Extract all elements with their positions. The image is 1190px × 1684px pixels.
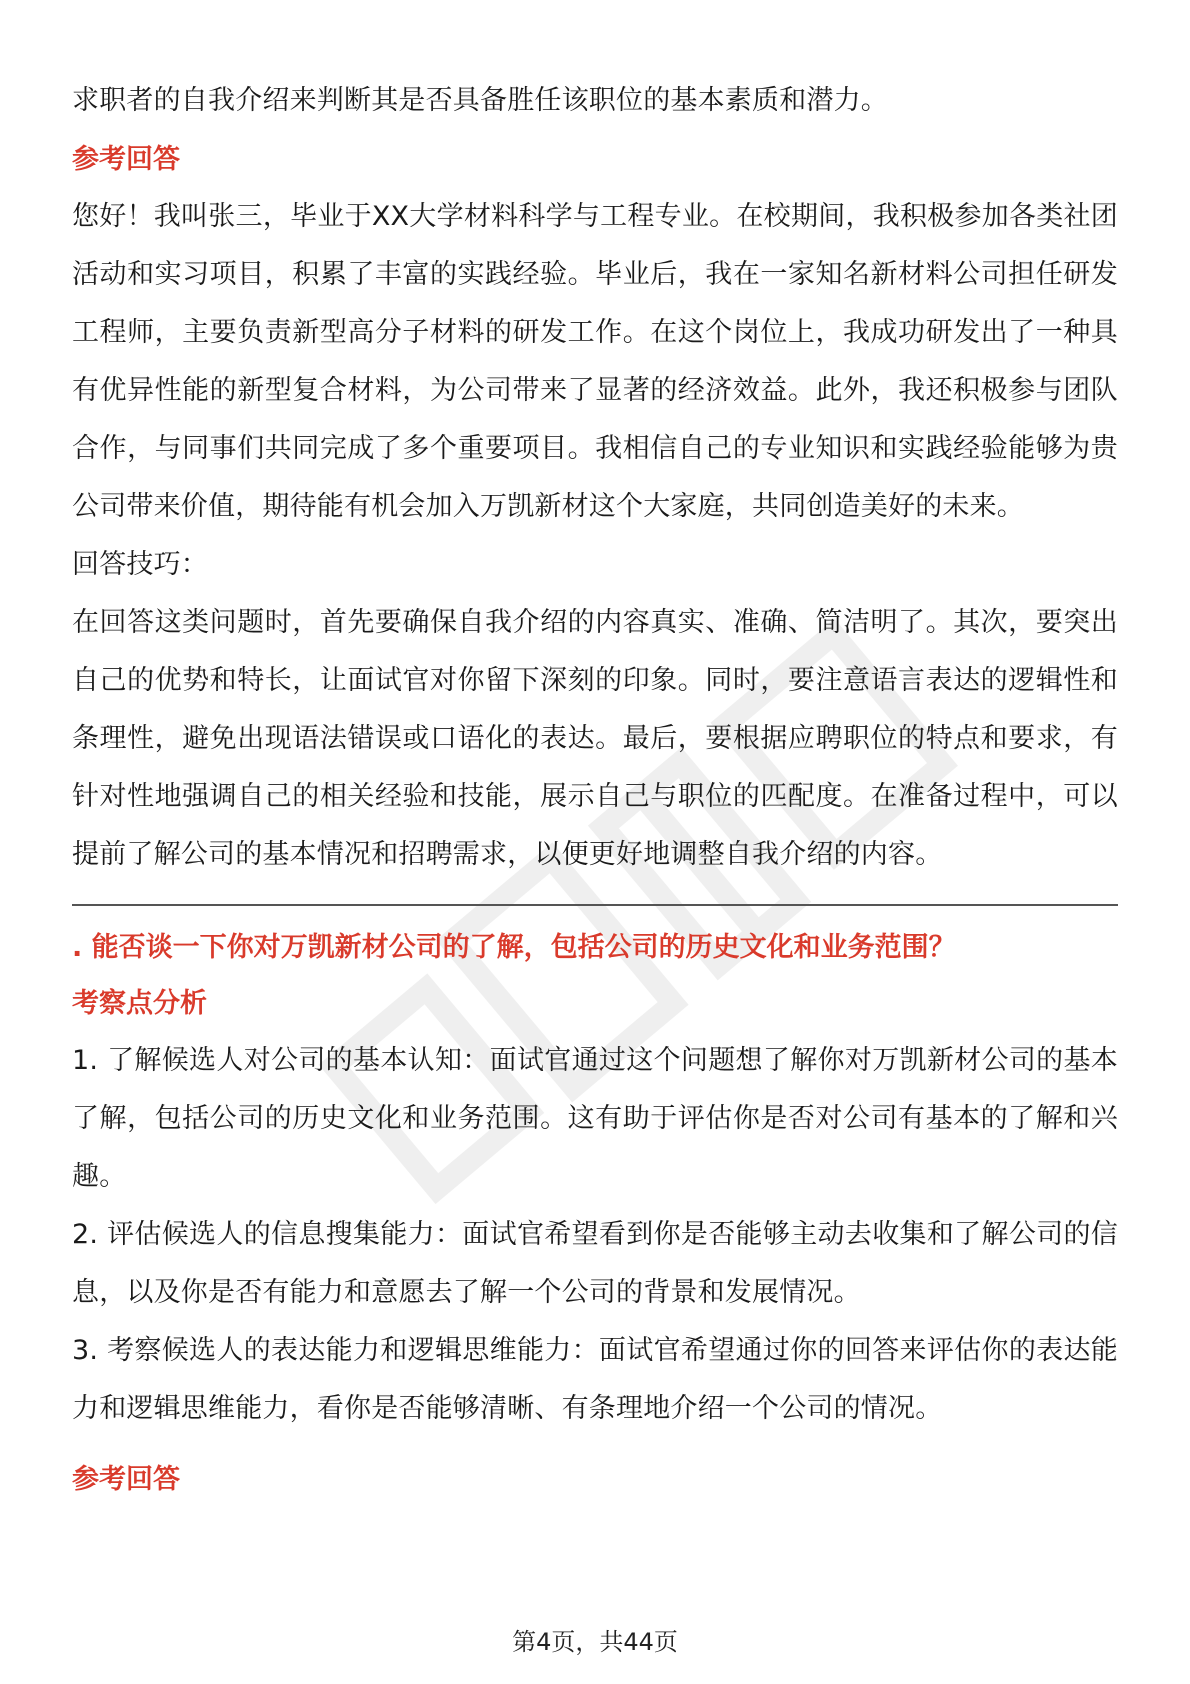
tips-label: 回答技巧： [72, 549, 208, 580]
tips-text: 在回答这类问题时，首先要确保自我介绍的内容真实、准确、简洁明了。其次，要突出自己的优势和特长，让面试官对你留下深刻的印象。同时，要注意语言表达的逻辑性和条理性，避免出现语法错误或口语化的表达。最后，要根据应聘职位的特点和要求，有针对性地强调自己的相关经验和技能，展示自己与职位的匹配度。在准备过程中，可以提前了解公司的基本情况和招聘需求，以便更好地调整自我介绍的内容。 [72, 607, 1118, 870]
intro-tail-text: 求职者的自我介绍来判断其是否具备胜任该职位的基本素质和潜力。 [72, 85, 888, 116]
reference-answer-heading: 参考回答 [72, 144, 180, 175]
analysis-point-3: 3. 考察候选人的表达能力和逻辑思维能力：面试官希望通过你的回答来评估你的表达能力和逻辑思维能力，看你是否能够清晰、有条理地介绍一个公司的情况。 [72, 1335, 1118, 1424]
section-divider [72, 904, 1118, 906]
reference-answer-heading-2: 参考回答 [72, 1464, 180, 1495]
analysis-point-1: 1. 了解候选人对公司的基本认知：面试官通过这个问题想了解你对万凯新材公司的基本了解，包括公司的历史文化和业务范围。这有助于评估你是否对公司有基本的了解和兴趣。 [72, 1045, 1118, 1192]
page-number-footer: 第4页，共44页 [512, 1628, 678, 1656]
document-page [72, 72, 1118, 1508]
question-title: . 能否谈一下你对万凯新材公司的了解，包括公司的历史文化和业务范围？ [72, 932, 956, 963]
analysis-heading: 考察点分析 [72, 988, 207, 1019]
reference-answer-text: 您好！我叫张三，毕业于XX大学材料科学与工程专业。在校期间，我积极参加各类社团活动和实习项目，积累了丰富的实践经验。毕业后，我在一家知名新材料公司担任研发工程师，主要负责新型高分子材料的研发工作。在这个岗位上，我成功研发出了一种具有优异性能的新型复合材料，为公司带来了显著的经济效益。此外，我还积极参与团队合作，与同事们共同完成了多个重要项目。我相信自己的专业知识和实践经验能够为贵公司带来价值，期待能有机会加入万凯新材这个大家庭，共同创造美好的未来。 [72, 201, 1118, 522]
analysis-point-2: 2. 评估候选人的信息搜集能力：面试官希望看到你是否能够主动去收集和了解公司的信息，以及你是否有能力和意愿去了解一个公司的背景和发展情况。 [72, 1219, 1118, 1308]
